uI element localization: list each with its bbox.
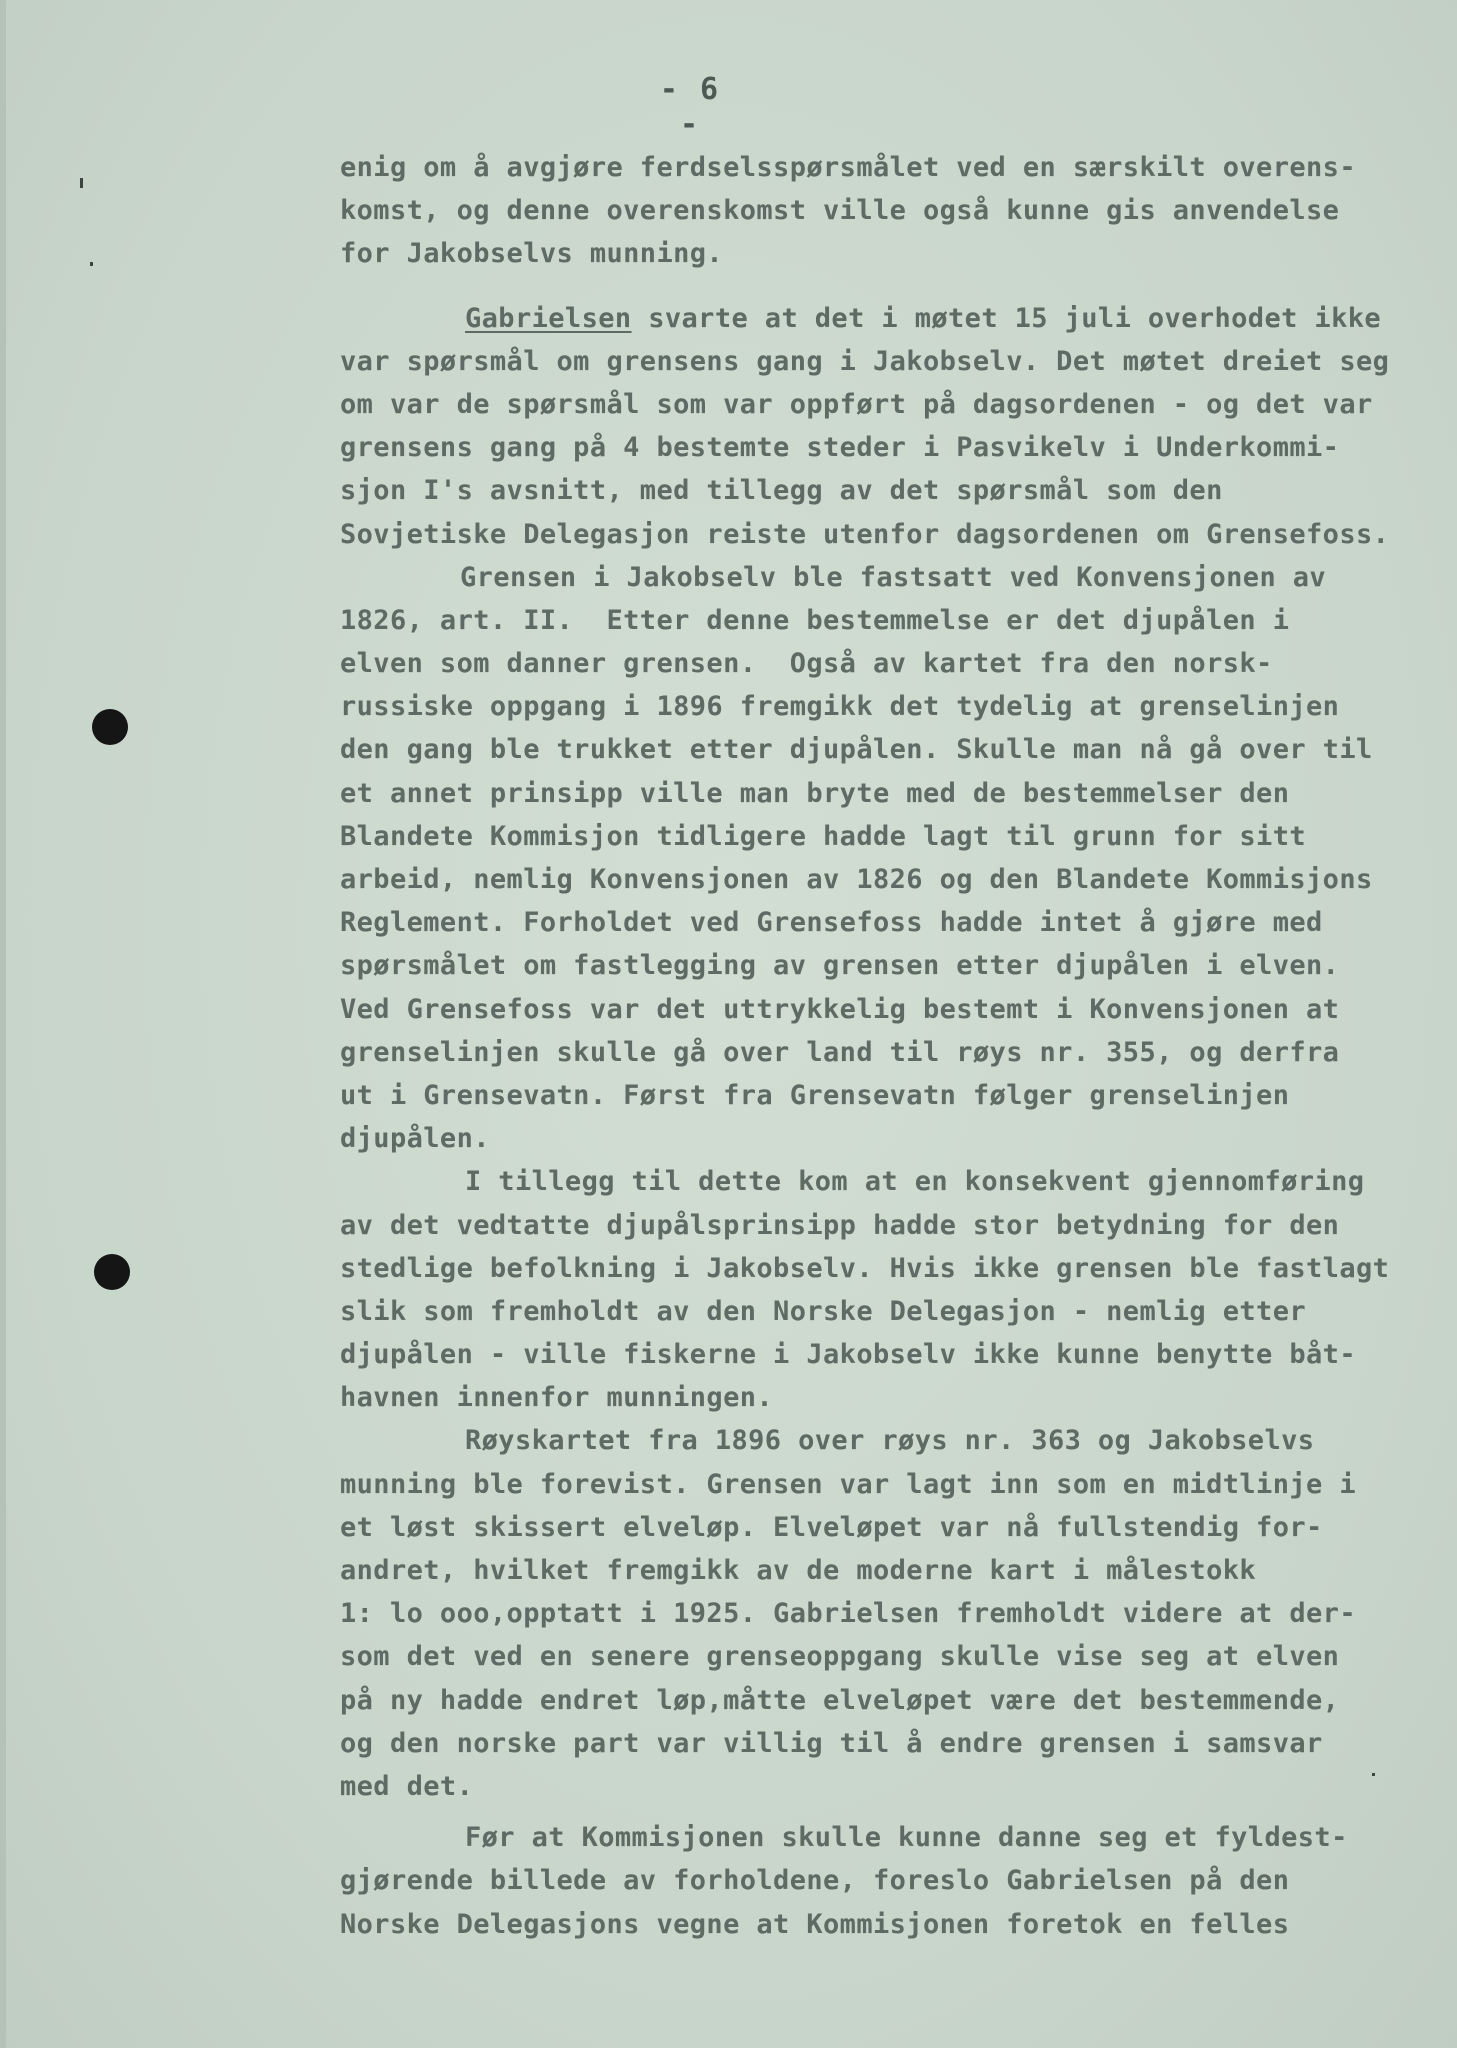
text-line: grensens gang på 4 bestemte steder i Pasvikelv i Underkommi-: [340, 432, 1340, 464]
text-line: Grensen i Jakobselv ble fastsatt ved Konvensjonen av: [460, 561, 1327, 593]
text-line: Før at Kommisjonen skulle kunne danne seg et fyldest-: [465, 1822, 1348, 1854]
text-line: ut i Grensevatn. Først fra Grensevatn følger grenselinjen: [340, 1079, 1290, 1111]
blank-line: [340, 276, 1430, 297]
text-line: et annet prinsipp ville man bryte med de bestemmelser den: [340, 777, 1290, 809]
paper-speck: [1372, 1773, 1375, 1776]
blank-line: [340, 1808, 1430, 1816]
text-line: stedlige befolkning i Jakobselv. Hvis ikke grensen ble fastlagt: [340, 1252, 1390, 1284]
text-line: slik som fremholdt av den Norske Delegasjon - nemlig etter: [340, 1295, 1307, 1327]
text-line: Sovjetiske Delegasjon reiste utenfor dagsordenen om Grensefoss.: [340, 518, 1390, 550]
text-line: på ny hadde endret løp,måtte elveløpet være det bestemmende,: [340, 1684, 1340, 1716]
text-line: den gang ble trukket etter djupålen. Skulle man nå gå over til: [340, 734, 1373, 766]
text-line: om var de spørsmål som var oppført på dagsordenen - og det var: [340, 388, 1373, 420]
text-line: Norske Delegasjons vegne at Kommisjonen foretok en felles: [340, 1908, 1290, 1940]
text-line: komst, og denne overenskomst ville også kunne gis anvendelse: [340, 195, 1340, 227]
text-line: og den norske part var villig til å endre grensen i samsvar: [340, 1727, 1323, 1759]
text-line: munning ble forevist. Grensen var lagt inn som en midtlinje i: [340, 1468, 1356, 1500]
text-line: Blandete Kommisjon tidligere hadde lagt til grunn for sitt: [340, 820, 1307, 852]
text-line: Røyskartet fra 1896 over røys nr. 363 og Jakobselvs: [465, 1425, 1315, 1457]
text-line: for Jakobselvs munning.: [340, 238, 724, 270]
text-line: arbeid, nemlig Konvensjonen av 1826 og den Blandete Kommisjons: [340, 864, 1373, 895]
text-line: var spørsmål om grensens gang i Jakobselv. Det møtet dreiet seg: [340, 345, 1390, 377]
body-text: [340, 146, 1430, 1946]
text-line: et løst skissert elveløp. Elveløpet var nå fullstendig for-: [340, 1511, 1323, 1543]
text-line: 1: lo ooo,opptatt i 1925. Gabrielsen fremholdt videre at der-: [340, 1598, 1356, 1630]
paragraph-start-line: [340, 297, 1430, 340]
text-line: djupålen.: [340, 1123, 490, 1155]
paper-speck: [80, 178, 83, 188]
punch-hole: [94, 1254, 130, 1290]
text-line: andret, hvilket fremgikk av de moderne kart i målestokk: [340, 1555, 1257, 1586]
text-line: med det.: [340, 1770, 474, 1802]
text-line: grenselinjen skulle gå over land til røys nr. 355, og derfra: [340, 1036, 1340, 1068]
text-line: Reglement. Forholdet ved Grensefoss hadde intet å gjøre med: [340, 907, 1323, 939]
speaker-name: Gabrielsen: [465, 302, 632, 334]
text-line: gjørende billede av forholdene, foreslo Gabrielsen på den: [340, 1865, 1290, 1897]
text-line: som det ved en senere grenseoppgang skulle vise seg at elven: [340, 1641, 1340, 1673]
text-line: spørsmålet om fastlegging av grensen etter djupålen i elven.: [340, 950, 1340, 982]
text-line: djupålen - ville fiskerne i Jakobselv ikke kunne benytte båt-: [340, 1339, 1356, 1371]
paper-speck: [90, 262, 93, 266]
text-line: elven som danner grensen. Også av kartet fra den norsk-: [340, 648, 1273, 680]
text-line: 1826, art. II. Etter denne bestemmelse er det djupålen i: [340, 604, 1290, 636]
text-line: av det vedtatte djupålsprinsipp hadde stor betydning for den: [340, 1209, 1340, 1241]
text-line: I tillegg til dette kom at en konsekvent gjennomføring: [465, 1166, 1365, 1198]
page-number: - 6 -: [659, 72, 721, 142]
text-line: russiske oppgang i 1896 fremgikk det tydelig at grenselinjen: [340, 691, 1340, 723]
text-line: Ved Grensefoss var det uttrykkelig bestemt i Konvensjonen at: [340, 993, 1340, 1025]
punch-hole: [92, 709, 128, 745]
text-line: havnen innenfor munningen.: [340, 1382, 774, 1414]
page-edge: [0, 0, 6, 2048]
text-line: sjon I's avsnitt, med tillegg av det spørsmål som den: [340, 475, 1223, 507]
text-fragment: svarte at det i møtet 15 juli overhodet ikke: [648, 302, 1382, 334]
text-line: enig om å avgjøre ferdselsspørsmålet ved en særskilt overens-: [340, 152, 1356, 183]
